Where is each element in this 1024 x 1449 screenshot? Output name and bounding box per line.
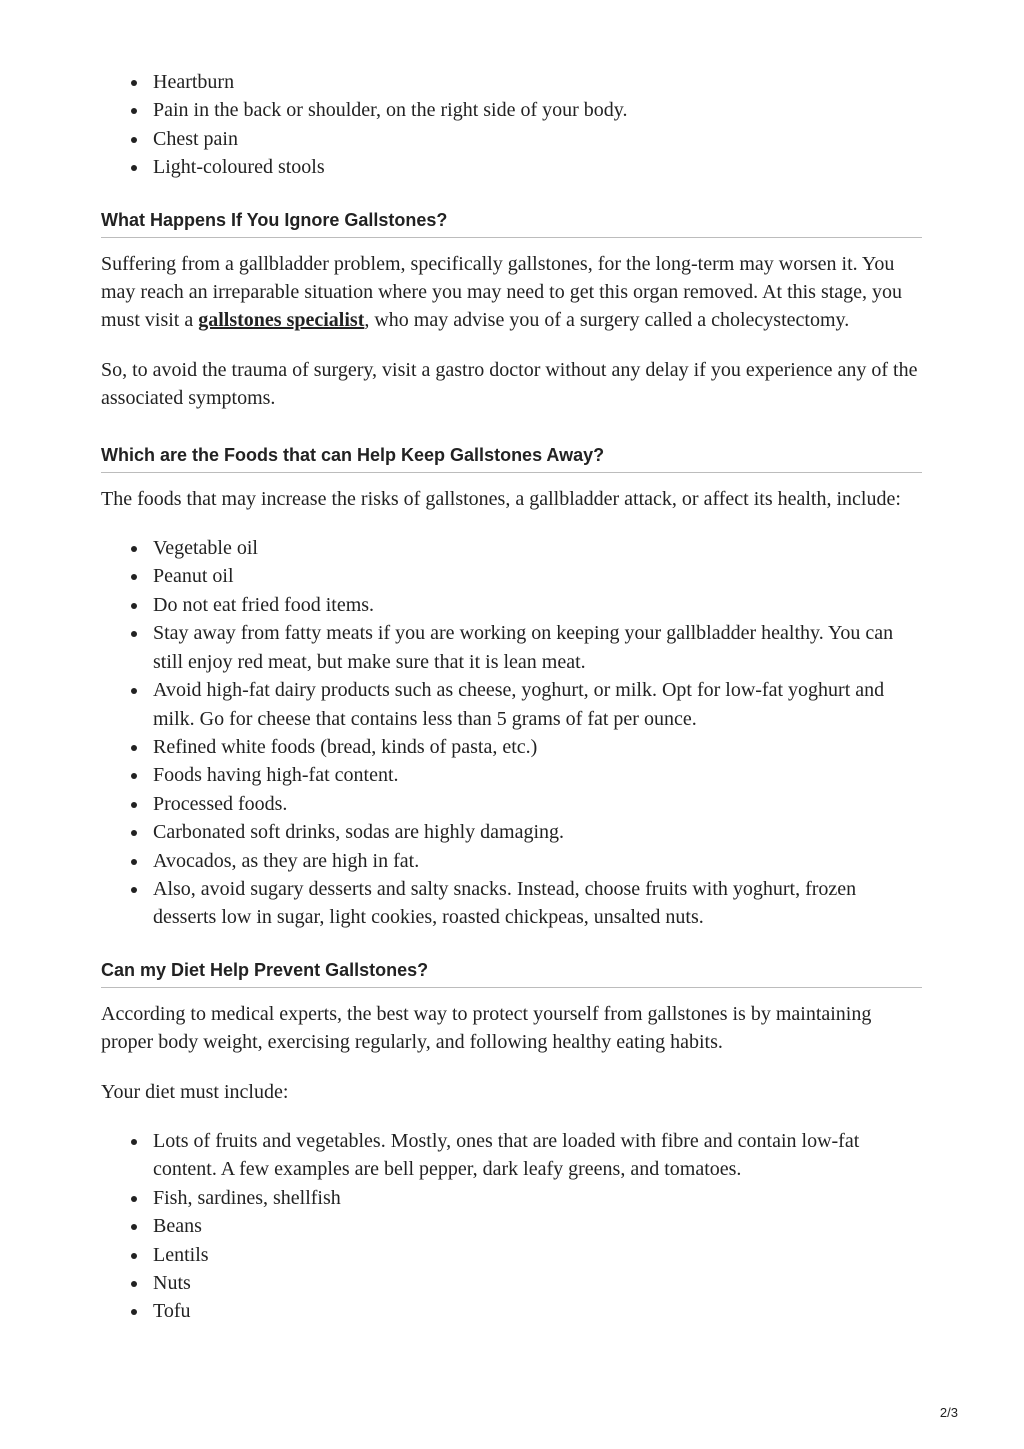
diet-list [101,1127,922,1326]
list-item: Light-coloured stools [153,153,922,181]
list-item: Processed foods. [153,790,922,818]
heading-ignore-gallstones: What Happens If You Ignore Gallstones? [101,208,922,238]
list-item: Nuts [153,1269,922,1297]
paragraph-ignore-1 [101,250,922,335]
list-item: Pain in the back or shoulder, on the right side of your body. [153,96,922,124]
paragraph-diet-1: According to medical experts, the best way to protect yourself from gallstones is by maintaining proper body weight, exercising regularly, and following healthy eating habits. [101,1002,872,1054]
list-item: Peanut oil [153,562,922,590]
text-segment: Suffering from a gallbladder problem, specifically gallstones, for the long-term may worsen it. You may reach an irreparable situation where you may need to get this organ removed. At this stage, you must visit a [101,252,903,332]
list-item: Also, avoid sugary desserts and salty snacks. Instead, choose fruits with yoghurt, frozen desserts low in sugar, light cookies, roasted chickpeas, unsalted nuts. [153,875,922,932]
document-content [101,68,922,1326]
page-number: 2/3 [939,1405,958,1420]
list-item: Stay away from fatty meats if you are working on keeping your gallbladder healthy. You can still enjoy red meat, but make sure that it is lean meat. [153,619,922,676]
list-item: Heartburn [153,68,922,96]
list-item: Do not eat fried food items. [153,591,922,619]
heading-foods: Which are the Foods that can Help Keep Gallstones Away? [101,443,922,473]
list-item: Tofu [153,1297,922,1325]
paragraph-diet-2: Your diet must include: [101,1080,289,1103]
gallstones-specialist-link[interactable]: gallstones specialist [198,309,365,332]
list-item: Avocados, as they are high in fat. [153,847,922,875]
list-item: Fish, sardines, shellfish [153,1184,922,1212]
list-item: Beans [153,1212,922,1240]
list-item: Lentils [153,1241,922,1269]
paragraph-foods-intro: The foods that may increase the risks of gallstones, a gallbladder attack, or affect its health, include: [101,487,901,510]
paragraph-ignore-2: So, to avoid the trauma of surgery, visit a gastro doctor without any delay if you experience any of the associated symptoms. [101,358,918,410]
symptoms-list [101,68,922,182]
list-item: Lots of fruits and vegetables. Mostly, ones that are loaded with fibre and contain low-fat content. A few examples are bell pepper, dark leafy greens, and tomatoes. [153,1127,922,1184]
text-segment: , who may advise you of a surgery called a cholecystectomy. [364,309,850,332]
heading-diet: Can my Diet Help Prevent Gallstones? [101,958,922,988]
foods-list [101,534,922,932]
list-item: Foods having high-fat content. [153,761,922,789]
list-item: Avoid high-fat dairy products such as cheese, yoghurt, or milk. Opt for low-fat yoghurt and milk. Go for cheese that contains less than 5 grams of fat per ounce. [153,676,922,733]
list-item: Refined white foods (bread, kinds of pasta, etc.) [153,733,922,761]
list-item: Carbonated soft drinks, sodas are highly damaging. [153,818,922,846]
list-item: Chest pain [153,125,922,153]
list-item: Vegetable oil [153,534,922,562]
